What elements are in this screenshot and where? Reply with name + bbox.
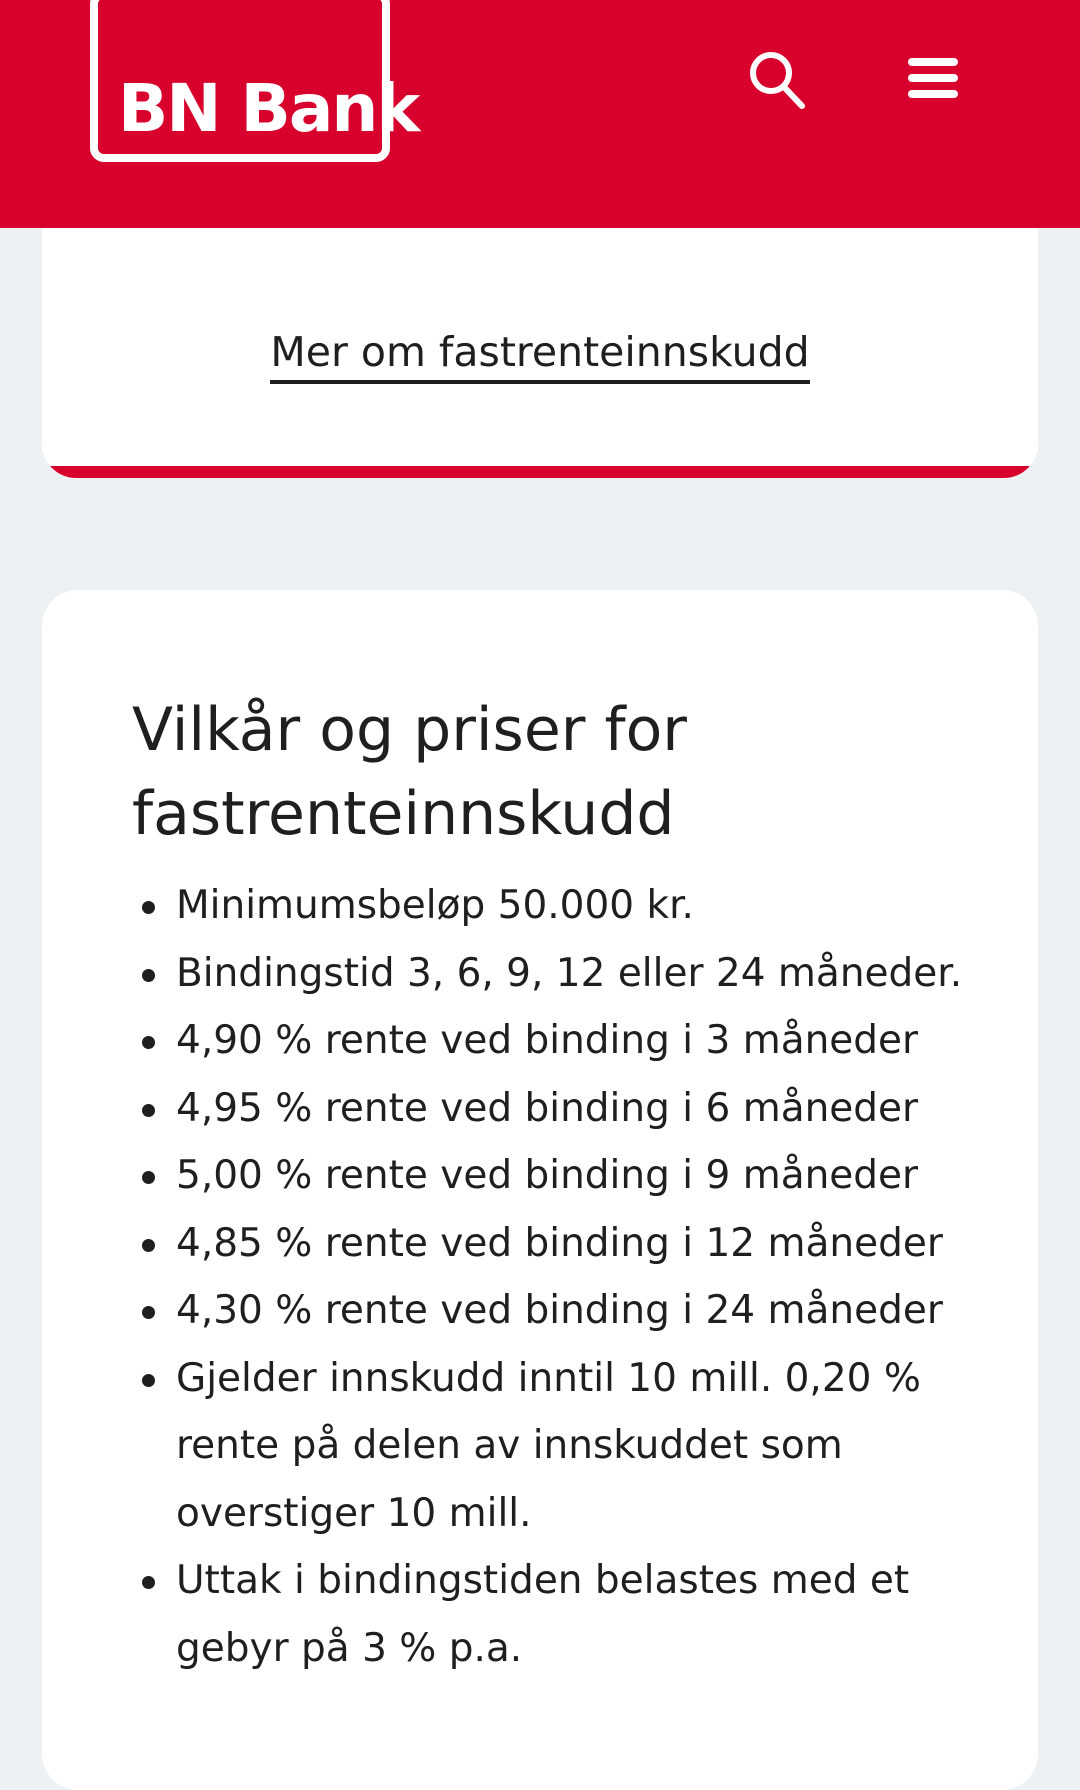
list-item: 4,90 % rente ved binding i 3 måneder — [132, 1007, 992, 1075]
menu-button[interactable] — [906, 54, 960, 102]
list-item: Minimumsbeløp 50.000 kr. — [132, 872, 992, 940]
bn-bank-logo[interactable] — [90, 0, 419, 162]
list-item: Uttak i bindingstiden belastes med et gebyr på 3 % p.a. — [132, 1547, 992, 1682]
logo-text: BN Bank — [118, 70, 419, 147]
list-item: 5,00 % rente ved binding i 9 måneder — [132, 1142, 992, 1210]
site-header — [0, 0, 1080, 228]
terms-title: Vilkår og priser for fastrenteinnskudd — [132, 695, 687, 849]
more-link-container — [42, 328, 1038, 384]
list-item: 4,30 % rente ved binding i 24 måneder — [132, 1277, 992, 1345]
list-item: Gjelder innskudd inntil 10 mill. 0,20 % rente på delen av innskuddet som overstiger 10 mill. — [132, 1345, 992, 1548]
list-item: 4,95 % rente ved binding i 6 måneder — [132, 1075, 992, 1143]
hamburger-menu-icon — [906, 54, 960, 102]
list-item: Bindingstid 3, 6, 9, 12 eller 24 måneder. — [132, 940, 992, 1008]
search-button[interactable] — [748, 50, 806, 110]
terms-list — [132, 872, 992, 1682]
list-item: 4,85 % rente ved binding i 12 måneder — [132, 1210, 992, 1278]
more-about-fixed-rate-link[interactable]: Mer om fastrenteinnskudd — [270, 328, 809, 384]
terms-card — [42, 590, 1038, 1790]
search-icon — [748, 50, 806, 110]
